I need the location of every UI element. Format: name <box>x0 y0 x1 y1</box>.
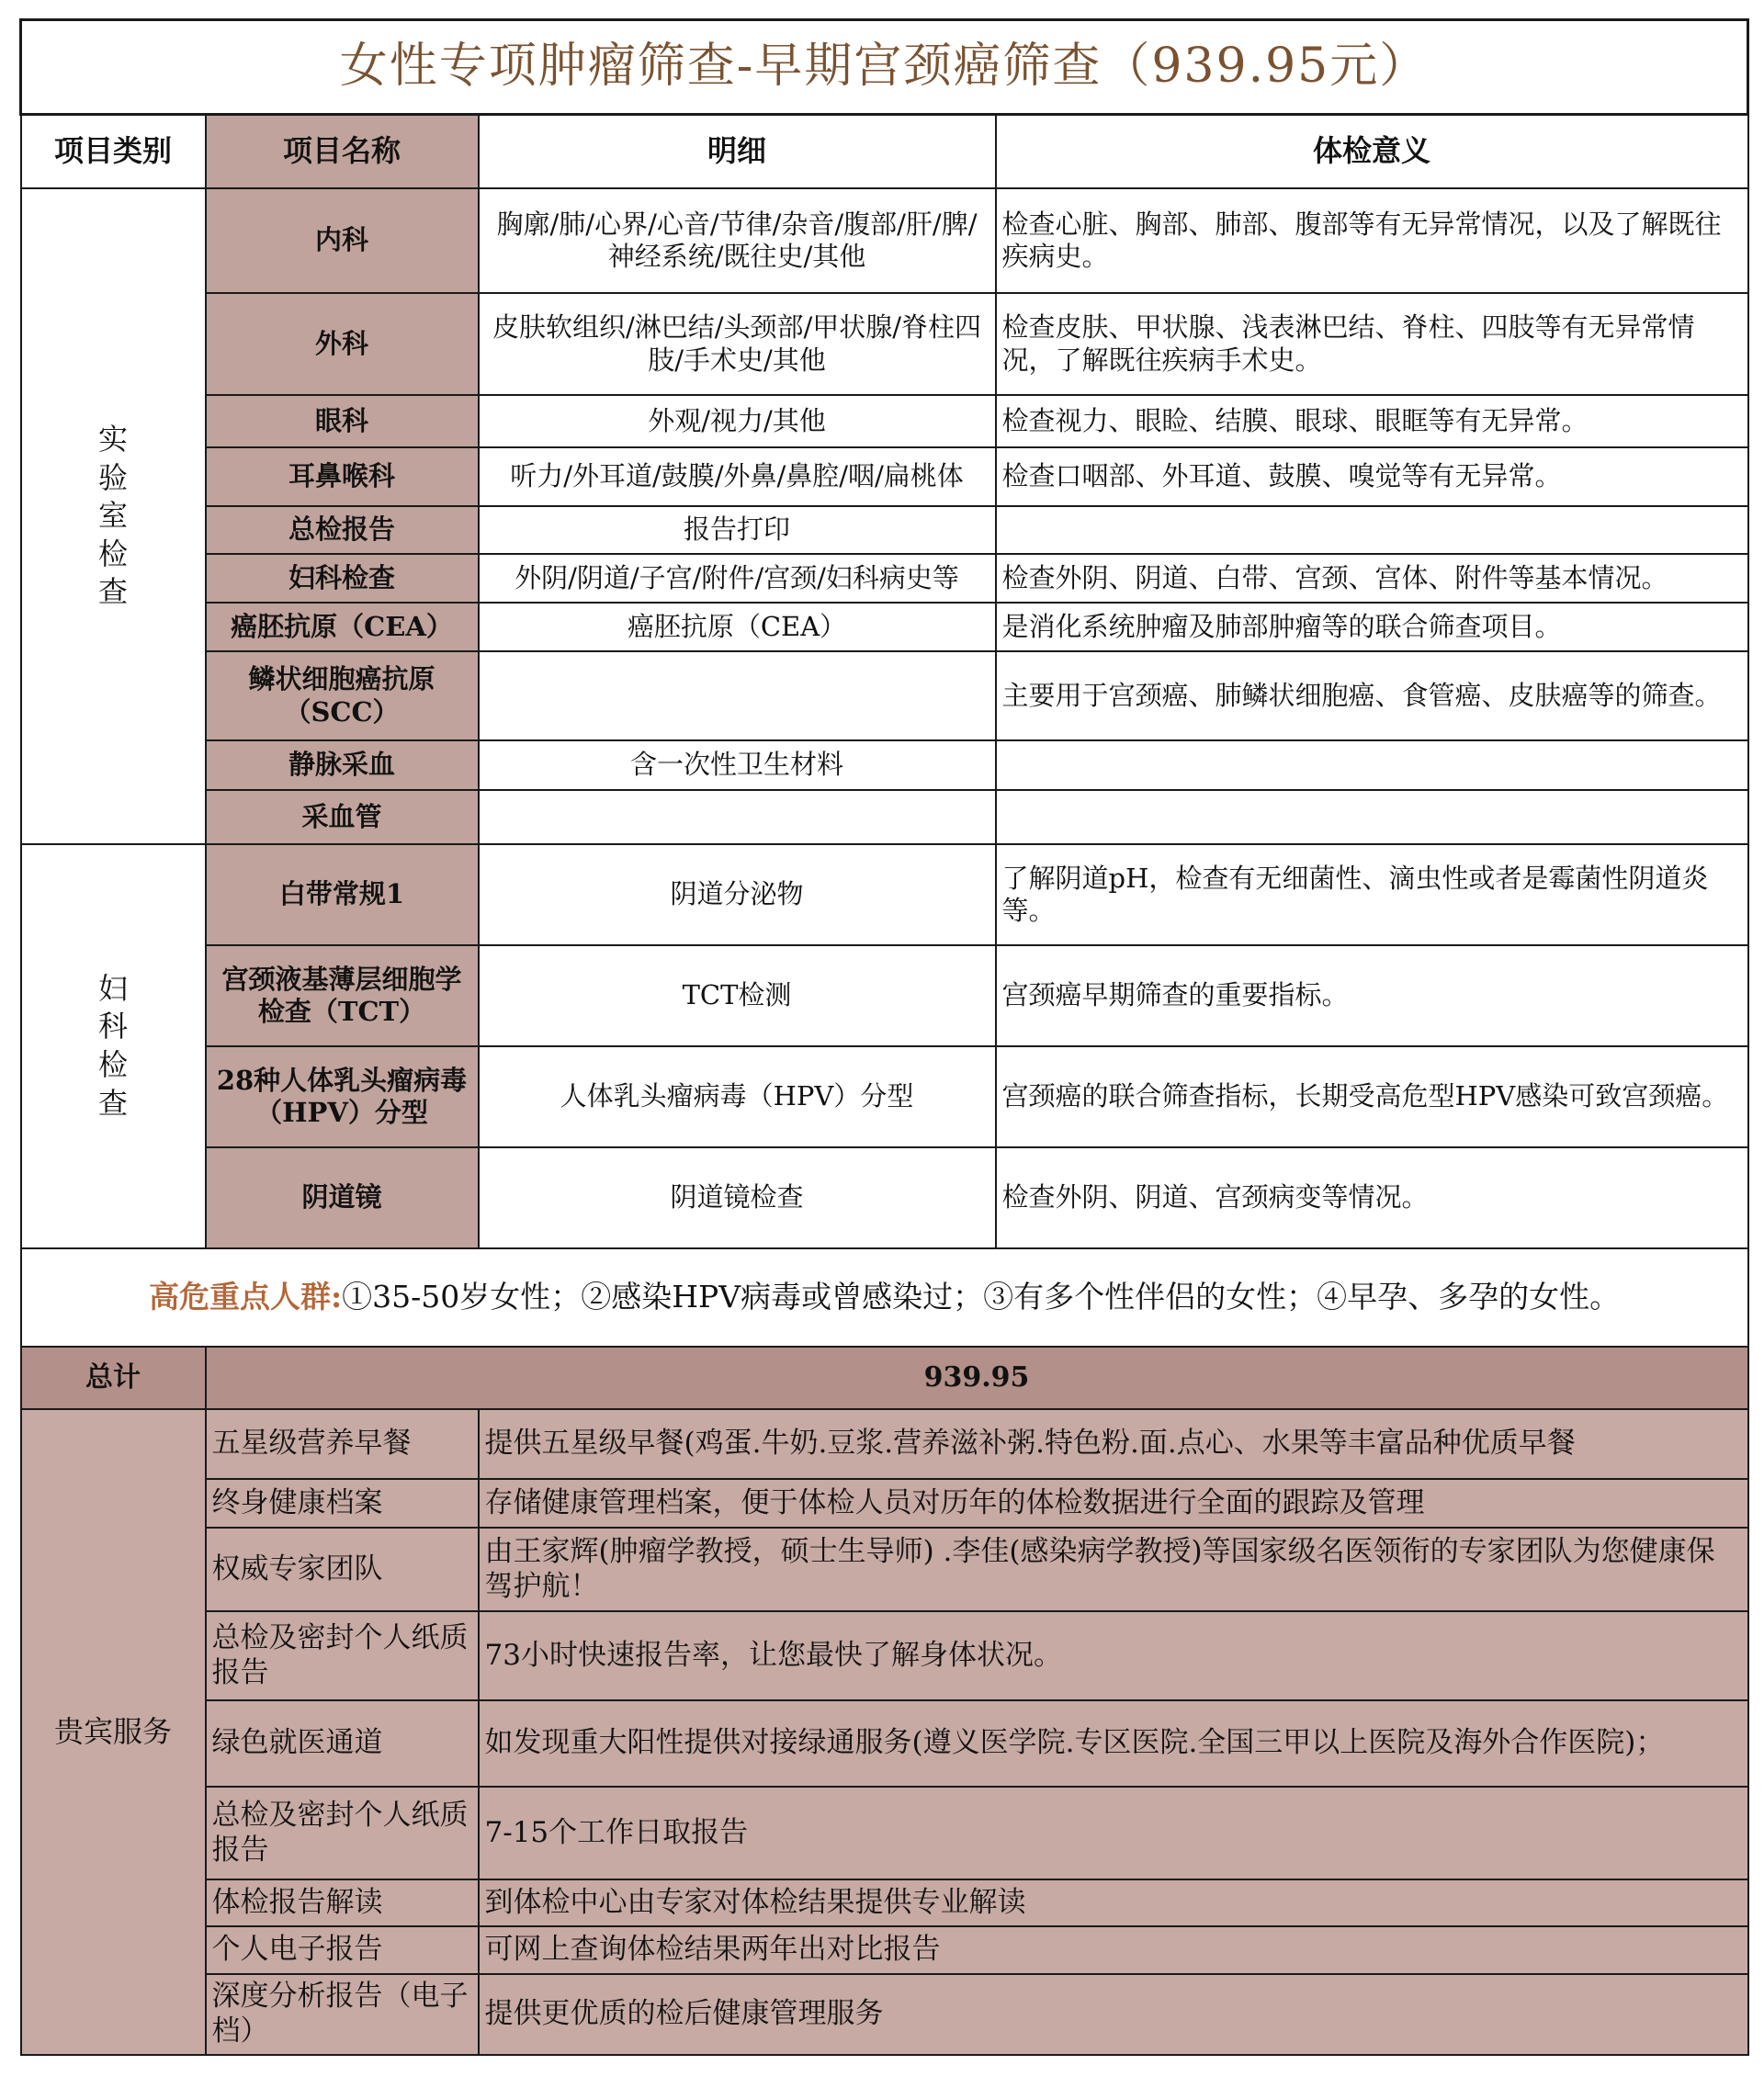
vip-service-detail: 73小时快速报告率，让您最快了解身体状况。 <box>479 1611 1748 1700</box>
header-item-name: 项目名称 <box>206 115 479 189</box>
vip-service-name: 总检及密封个人纸质报告 <box>206 1611 479 1700</box>
page-title: 女性专项肿瘤筛查-早期宫颈癌筛查（939.95元） <box>21 20 1748 115</box>
total-label: 总计 <box>21 1347 206 1409</box>
lab-item-name: 静脉采血 <box>206 740 479 790</box>
gyn-item-detail: 阴道分泌物 <box>479 844 996 945</box>
lab-item-name: 鳞状细胞癌抗原（SCC） <box>206 651 479 740</box>
risk-group-label: 高危重点人群: <box>148 1279 343 1315</box>
lab-item-meaning <box>996 740 1748 790</box>
lab-item-meaning <box>996 790 1748 844</box>
vip-service-name: 个人电子报告 <box>206 1926 479 1974</box>
gyn-category-label: 妇科检查 <box>97 970 128 1121</box>
lab-item-name: 内科 <box>206 188 479 293</box>
gyn-item-name: 28种人体乳头瘤病毒（HPV）分型 <box>206 1046 479 1147</box>
header-category: 项目类别 <box>21 115 206 189</box>
lab-item-meaning: 主要用于宫颈癌、肺鳞状细胞癌、食管癌、皮肤癌等的筛查。 <box>996 651 1748 740</box>
vip-service-name: 总检及密封个人纸质报告 <box>206 1787 479 1879</box>
lab-item-detail: 皮肤软组织/淋巴结/头颈部/甲状腺/脊柱四肢/手术史/其他 <box>479 293 996 395</box>
lab-item-meaning: 检查皮肤、甲状腺、浅表淋巴结、脊柱、四肢等有无异常情况，了解既往疾病手术史。 <box>996 293 1748 395</box>
vip-service-name: 绿色就医通道 <box>206 1700 479 1787</box>
lab-item-detail <box>479 651 996 740</box>
screening-package-table <box>19 18 1749 2056</box>
lab-item-name: 耳鼻喉科 <box>206 447 479 506</box>
lab-item-name: 妇科检查 <box>206 554 479 603</box>
lab-item-name: 采血管 <box>206 790 479 844</box>
vip-service-detail: 存储健康管理档案，便于体检人员对历年的体检数据进行全面的跟踪及管理 <box>479 1479 1748 1528</box>
lab-item-meaning: 是消化系统肿瘤及肺部肿瘤等的联合筛查项目。 <box>996 603 1748 651</box>
lab-item-detail: 癌胚抗原（CEA） <box>479 603 996 651</box>
lab-item-detail: 含一次性卫生材料 <box>479 740 996 790</box>
gyn-item-meaning: 检查外阴、阴道、宫颈病变等情况。 <box>996 1147 1748 1248</box>
gyn-item-detail: 人体乳头瘤病毒（HPV）分型 <box>479 1046 996 1147</box>
gyn-item-meaning: 宫颈癌的联合筛查指标，长期受高危型HPV感染可致宫颈癌。 <box>996 1046 1748 1147</box>
lab-item-meaning <box>996 506 1748 554</box>
vip-service-detail: 如发现重大阳性提供对接绿通服务(遵义医学院.专区医院.全国三甲以上医院及海外合作医院)； <box>479 1700 1748 1787</box>
vip-service-detail: 由王家辉(肿瘤学教授，硕士生导师) .李佳(感染病学教授)等国家级名医领衔的专家团队为您健康保驾护航！ <box>479 1528 1748 1611</box>
vip-category: 贵宾服务 <box>21 1409 206 2055</box>
lab-category-cell <box>21 188 206 844</box>
vip-service-name: 深度分析报告（电子档） <box>206 1974 479 2055</box>
risk-group-note <box>21 1248 1748 1347</box>
gyn-item-name: 阴道镜 <box>206 1147 479 1248</box>
vip-service-detail: 提供更优质的检后健康管理服务 <box>479 1974 1748 2055</box>
risk-group-text: ①35-50岁女性；②感染HPV病毒或曾感染过；③有多个性伴侣的女性；④早孕、多孕的女性。 <box>342 1279 1621 1315</box>
gyn-item-meaning: 宫颈癌早期筛查的重要指标。 <box>996 945 1748 1046</box>
lab-item-meaning: 检查视力、眼睑、结膜、眼球、眼眶等有无异常。 <box>996 395 1748 447</box>
vip-service-detail: 提供五星级早餐(鸡蛋.牛奶.豆浆.营养滋补粥.特色粉.面.点心、水果等丰富品种优质早餐 <box>479 1409 1748 1479</box>
lab-item-meaning: 检查心脏、胸部、肺部、腹部等有无异常情况，以及了解既往疾病史。 <box>996 188 1748 293</box>
vip-service-name: 终身健康档案 <box>206 1479 479 1528</box>
lab-item-detail: 胸廓/肺/心界/心音/节律/杂音/腹部/肝/脾/神经系统/既往史/其他 <box>479 188 996 293</box>
header-detail: 明细 <box>479 115 996 189</box>
total-value: 939.95 <box>206 1347 1748 1409</box>
lab-item-detail: 外观/视力/其他 <box>479 395 996 447</box>
lab-item-name: 总检报告 <box>206 506 479 554</box>
lab-item-meaning: 检查外阴、阴道、白带、宫颈、宫体、附件等基本情况。 <box>996 554 1748 603</box>
vip-service-name: 体检报告解读 <box>206 1879 479 1926</box>
lab-item-name: 外科 <box>206 293 479 395</box>
header-meaning: 体检意义 <box>996 115 1748 189</box>
lab-item-detail <box>479 790 996 844</box>
lab-item-detail: 听力/外耳道/鼓膜/外鼻/鼻腔/咽/扁桃体 <box>479 447 996 506</box>
vip-service-detail: 可网上查询体检结果两年出对比报告 <box>479 1926 1748 1974</box>
vip-service-name: 五星级营养早餐 <box>206 1409 479 1479</box>
lab-item-detail: 外阴/阴道/子宫/附件/宫颈/妇科病史等 <box>479 554 996 603</box>
gyn-category-cell <box>21 844 206 1248</box>
vip-service-detail: 到体检中心由专家对体检结果提供专业解读 <box>479 1879 1748 1926</box>
vip-service-detail: 7-15个工作日取报告 <box>479 1787 1748 1879</box>
gyn-item-detail: TCT检测 <box>479 945 996 1046</box>
lab-item-name: 眼科 <box>206 395 479 447</box>
lab-item-meaning: 检查口咽部、外耳道、鼓膜、嗅觉等有无异常。 <box>996 447 1748 506</box>
lab-item-detail: 报告打印 <box>479 506 996 554</box>
lab-category-label: 实验室检查 <box>97 422 128 610</box>
gyn-item-name: 宫颈液基薄层细胞学检查（TCT） <box>206 945 479 1046</box>
gyn-item-meaning: 了解阴道pH，检查有无细菌性、滴虫性或者是霉菌性阴道炎等。 <box>996 844 1748 945</box>
lab-item-name: 癌胚抗原（CEA） <box>206 603 479 651</box>
vip-service-name: 权威专家团队 <box>206 1528 479 1611</box>
gyn-item-detail: 阴道镜检查 <box>479 1147 996 1248</box>
gyn-item-name: 白带常规1 <box>206 844 479 945</box>
